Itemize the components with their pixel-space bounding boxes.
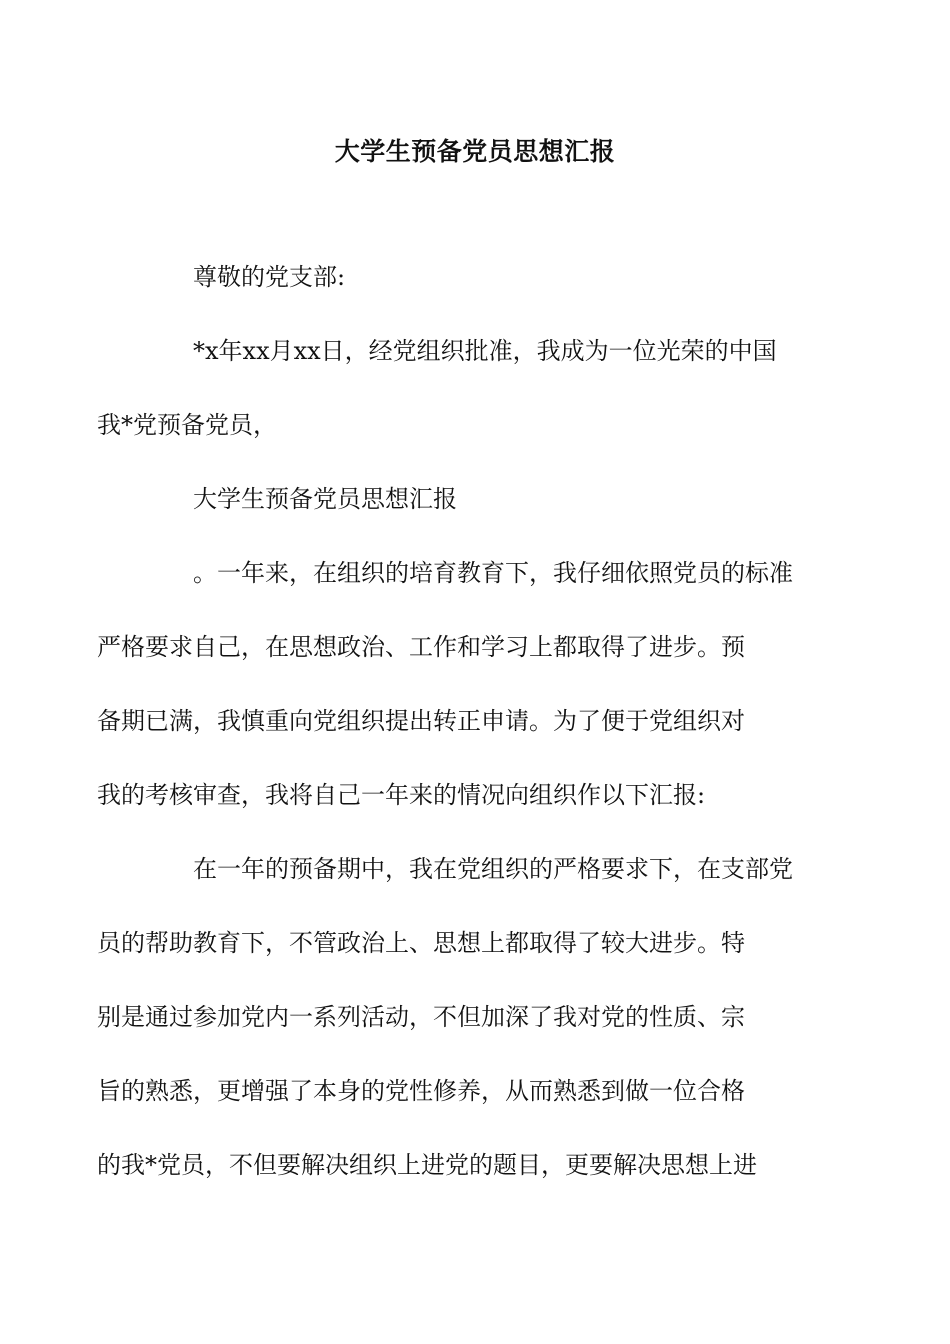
body-paragraph-progress [97,832,807,1202]
text-line: 我的考核审查，我将自己一年来的情况向组织作以下汇报: [97,781,706,809]
body-paragraph-heading [145,462,807,536]
salutation-paragraph [145,240,807,314]
text-line: 别是通过参加党内一系列活动，不但加深了我对党的性质、宗 [97,1003,745,1031]
text-line: 旨的熟悉，更增强了本身的党性修养，从而熟悉到做一位合格 [97,1077,745,1105]
text-line: 我*党预备党员， [97,411,277,439]
text-line: 大学生预备党员思想汇报 [193,485,457,513]
text-line: 备期已满，我慎重向党组织提出转正申请。为了便于党组织对 [97,707,745,735]
body-paragraph-approval [97,314,807,462]
text-line: 的我*党员，不但要解决组织上进党的题目，更要解决思想上进 [97,1151,757,1179]
document-title: 大学生预备党员思想汇报 [334,137,616,166]
text-line: 在一年的预备期中，我在党组织的严格要求下，在支部党 [193,855,793,883]
text-line: 。一年来，在组织的培育教育下，我仔细依照党员的标准 [193,559,793,587]
body-paragraph-summary [97,536,807,832]
text-line: 严格要求自己，在思想政治、工作和学习上都取得了进步。预 [97,633,745,661]
text-line: *x年xx月xx日，经党组织批准，我成为一位光荣的中国 [193,337,777,365]
document-body [97,240,807,1202]
text-line: 尊敬的党支部: [193,263,346,291]
text-line: 员的帮助教育下，不管政治上、思想上都取得了较大进步。特 [97,929,745,957]
